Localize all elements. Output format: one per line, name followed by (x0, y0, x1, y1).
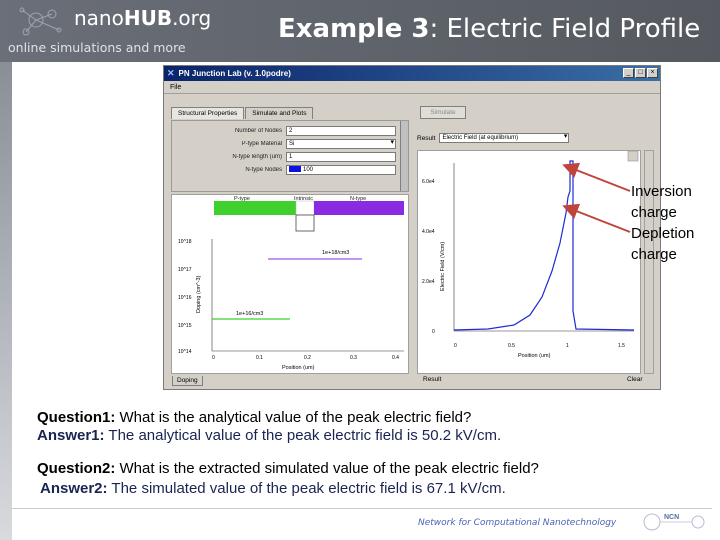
xtick-label: 0 (212, 355, 215, 361)
question-2: Question2: What is the extracted simulated value of the peak electric field? (37, 460, 539, 477)
param-label: N-type length (um) (232, 153, 282, 160)
param-label: P-type Material (241, 140, 282, 147)
answer-1: Answer1: The analytical value of the peak electric field is 50.2 kV/cm. (37, 427, 502, 444)
inversion-arrow (566, 166, 630, 191)
result-label: Result (417, 134, 436, 142)
n-type-label: N-type (350, 196, 367, 202)
ncn-logo-text: NCN (664, 514, 680, 521)
ncn-logo-icon (640, 508, 710, 536)
nanohub-wordmark[interactable]: nanoHUB.org (74, 6, 212, 30)
p-type-label: P-type (234, 196, 250, 202)
param-select[interactable]: Si ▾ (286, 139, 396, 149)
xtick-label: 0.3 (350, 355, 357, 361)
depletion-charge-annotation (631, 223, 694, 265)
menu-file[interactable]: File (170, 84, 182, 91)
close-button[interactable]: × (647, 68, 658, 78)
result-select[interactable]: Electric Field (at equilibrium) ▾ (439, 133, 569, 143)
xtick-label: 1.5 (618, 343, 625, 349)
xtick-label: 0.2 (304, 355, 311, 361)
x-axis-label: Position (um) (282, 365, 315, 371)
intrinsic-label: Intrinsic (294, 196, 313, 202)
nanohub-tagline: online simulations and more (8, 40, 186, 55)
result-status-label: Result (423, 376, 442, 383)
param-value-field[interactable]: 1 (286, 152, 396, 162)
slide-title: Example 3: Electric Field Profile (278, 14, 701, 44)
tab-doping[interactable]: Doping (172, 376, 203, 386)
xtick-label: 0.4 (392, 355, 399, 361)
annotation-line: charge (631, 246, 677, 263)
ytick-label: 2.0e4 (422, 279, 435, 285)
p-doping-annotation: 1e+16/cm3 (236, 311, 264, 317)
footer-text: Network for Computational Nanotechnology (418, 518, 617, 528)
tab-simulate-and-plots[interactable]: Simulate and Plots (245, 107, 313, 119)
clear-button[interactable]: Clear (627, 376, 643, 383)
simulate-button[interactable]: Simulate (420, 106, 466, 119)
y-axis-label: Electric Field (V/cm) (440, 241, 446, 291)
footer-divider (12, 508, 712, 509)
xtick-label: 0.5 (508, 343, 515, 349)
ytick-label: 10^15 (178, 323, 192, 329)
answer-2: Answer2: The simulated value of the peak electric field is 67.1 kV/cm. (40, 480, 506, 497)
n-doping-annotation: 1e+18/cm3 (322, 250, 350, 256)
app-x-icon: ✕ (167, 68, 175, 78)
minimize-button[interactable]: _ (623, 68, 634, 78)
param-label: Number of Nodes (234, 127, 282, 134)
window-title: PN Junction Lab (v. 1.0podre) (178, 69, 291, 78)
y-axis-label: Doping (cm^-3) (196, 275, 202, 313)
xtick-label: 0.1 (256, 355, 263, 361)
ytick-label: 10^17 (178, 267, 192, 273)
ytick-label: 6.0e4 (422, 179, 435, 185)
depletion-arrow (566, 207, 630, 232)
annotation-line: Inversion (631, 183, 692, 200)
tab-structural-properties[interactable]: Structural Properties (171, 107, 244, 119)
inversion-charge-annotation (631, 181, 692, 223)
ytick-label: 10^16 (178, 295, 192, 301)
xtick-label: 1 (566, 343, 569, 349)
ytick-label: 10^18 (178, 239, 192, 245)
question-1: Question1: What is the analytical value of the peak electric field? (37, 409, 472, 426)
param-value-text: 100 (303, 166, 314, 173)
ytick-label: 4.0e4 (422, 229, 435, 235)
param-label: N-type Nodes (245, 166, 282, 173)
maximize-button[interactable]: □ (635, 68, 646, 78)
x-axis-label: Position (um) (518, 353, 551, 359)
xtick-label: 0 (454, 343, 457, 349)
param-value-field[interactable]: 2 (286, 126, 396, 136)
annotation-line: charge (631, 204, 677, 221)
annotation-line: Depletion (631, 225, 695, 242)
ytick-label: 10^14 (178, 349, 192, 355)
ytick-label: 0 (432, 329, 435, 335)
